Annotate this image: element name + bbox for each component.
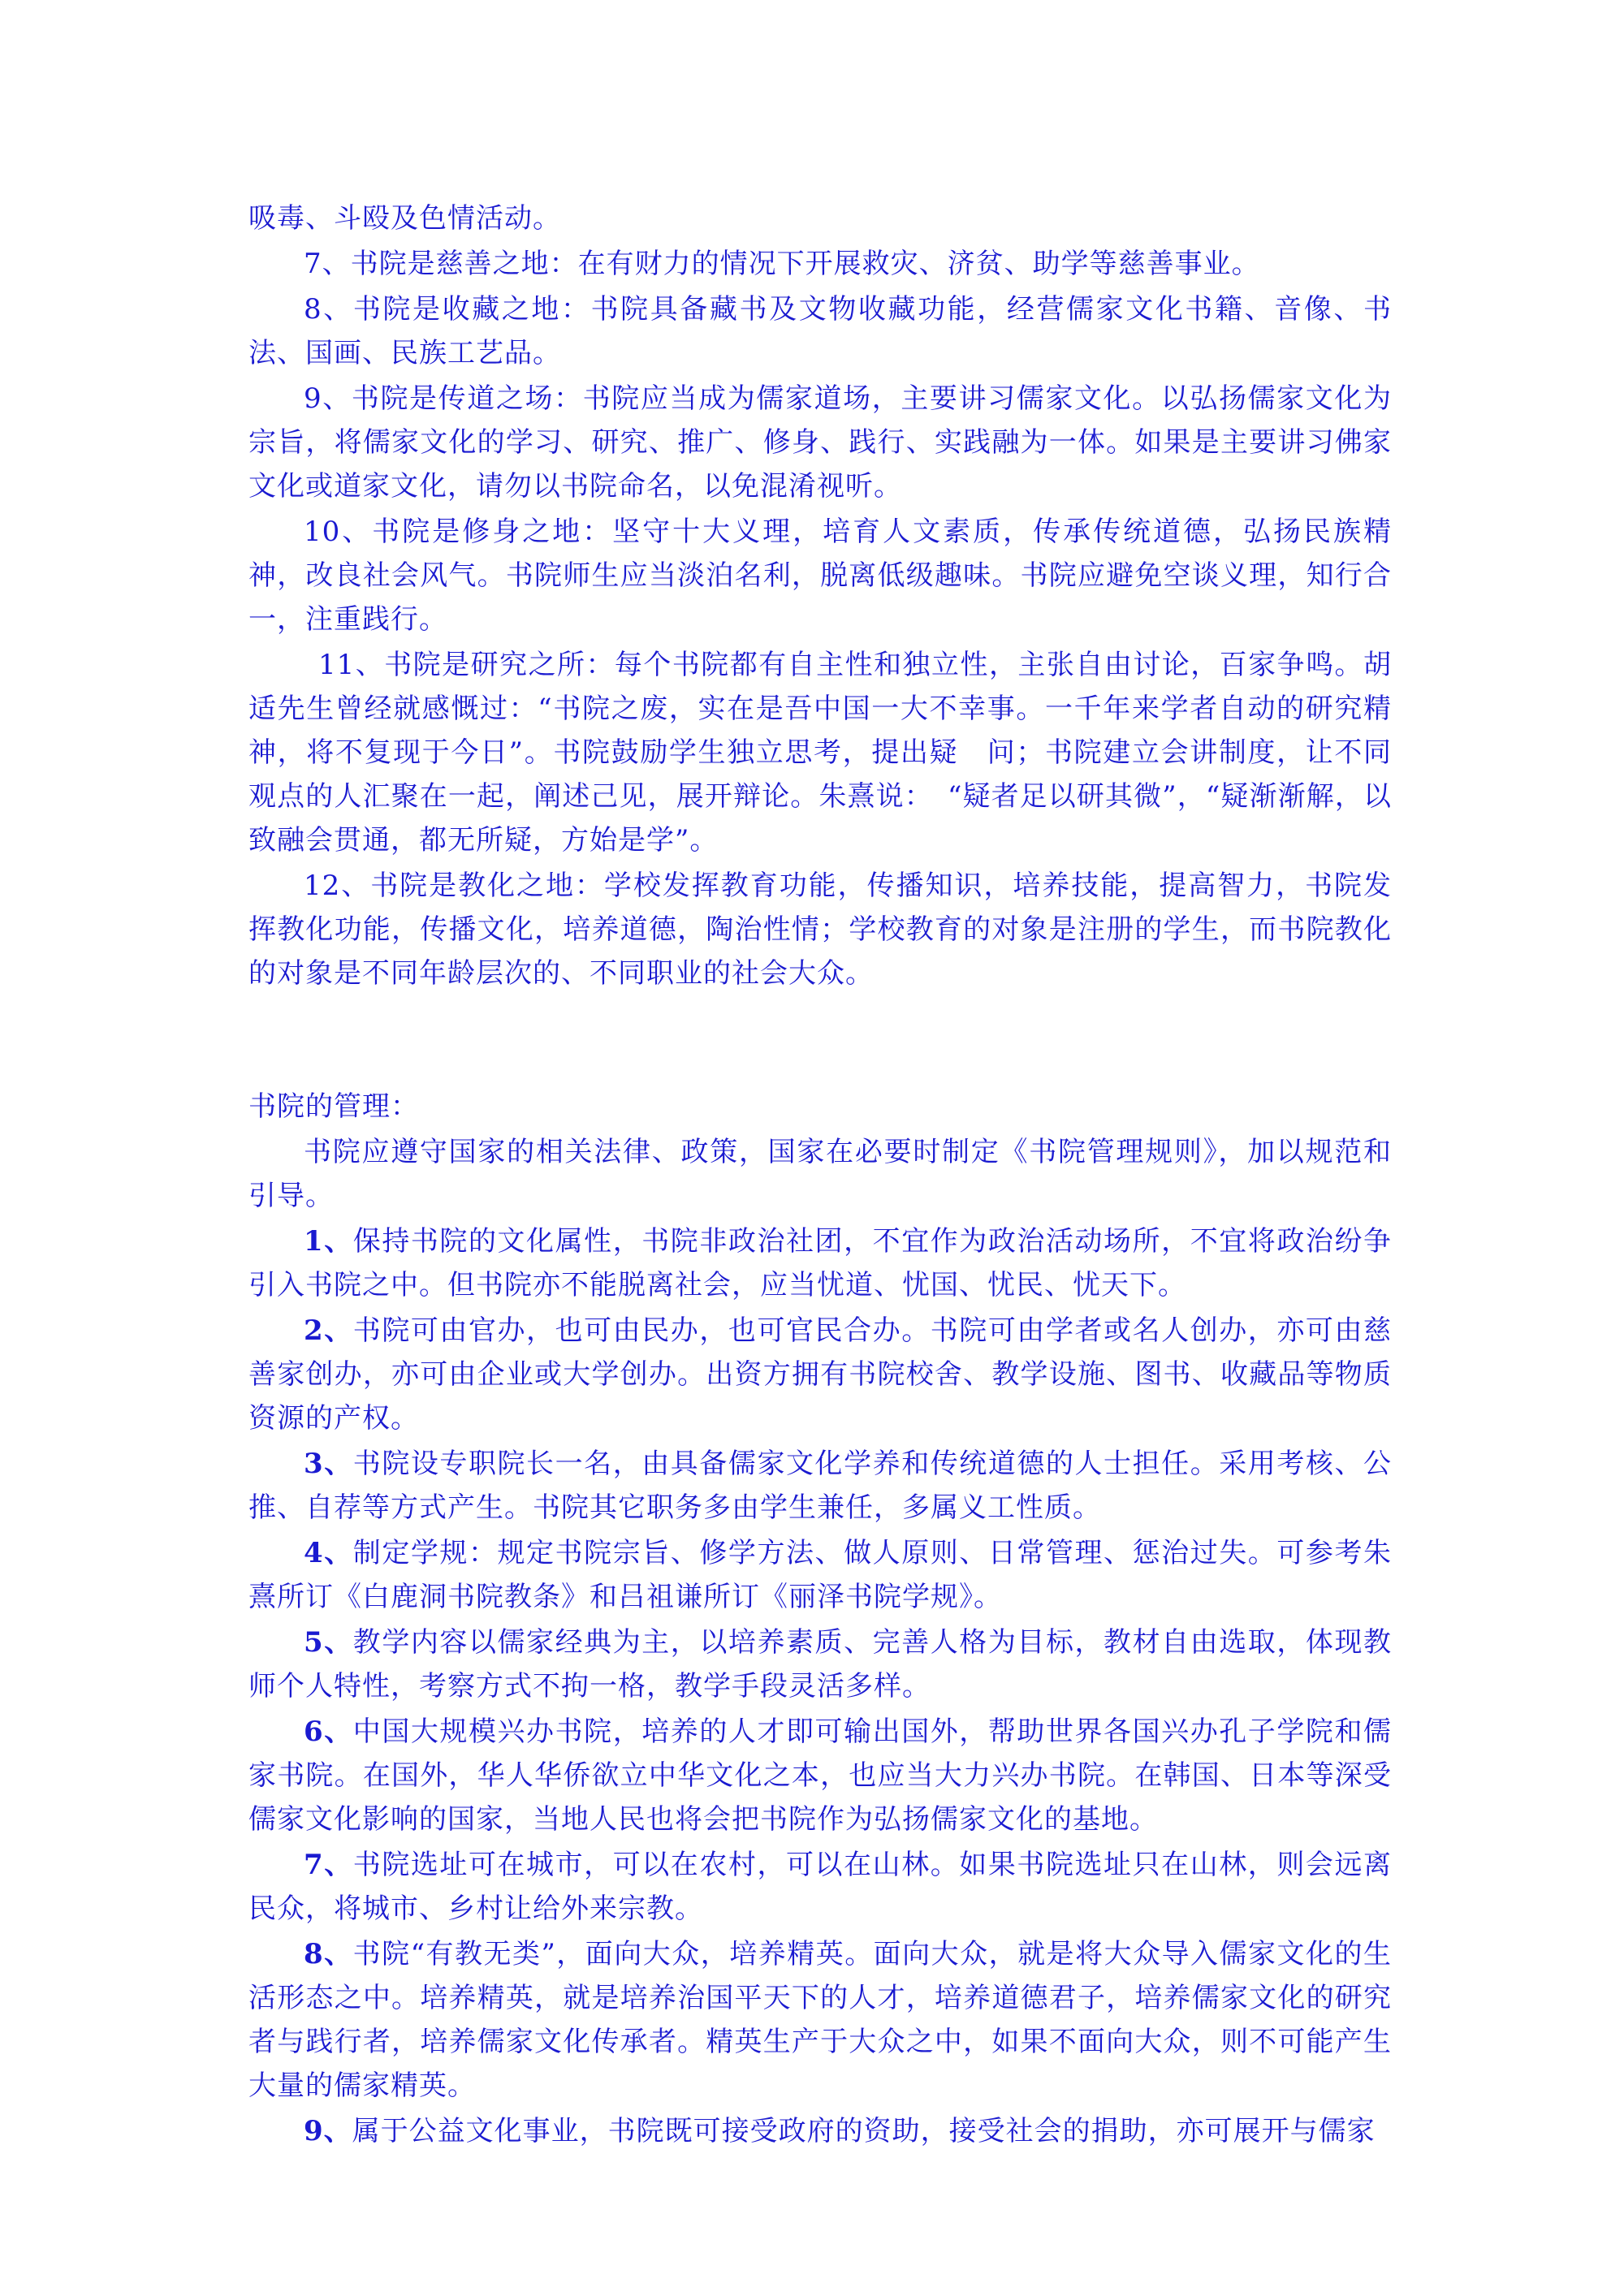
item-text: 保持书院的文化属性，书院非政治社团，不宜作为政治活动场所，不宜将政治纷争引入书院之中。但书院亦不能脱离社会，应当忧道、忧国、忧民、忧天下。 — [248, 1225, 1392, 1301]
item-text: 教学内容以儒家经典为主，以培养素质、完善人格为目标，教材自由选取，体现教师个人特性，考察方式不拘一格，教学手段灵活多样。 — [248, 1626, 1392, 1703]
item-10-self-cultivation: 10、书院是修身之地：坚守十大义理，培育人文素质，传承传统道德，弘扬民族精神，改良社会风气。书院师生应当淡泊名利，脱离低级趣味。书院应避免空谈义理，知行合一，注重践行。 — [248, 516, 1392, 636]
item-text: 制定学规：规定书院宗旨、修学方法、做人原则、日常管理、惩治过失。可参考朱熹所订《白鹿洞书院教条》和吕祖谦所订《丽泽书院学规》。 — [248, 1537, 1392, 1613]
section-spacer — [248, 997, 1392, 1085]
management-item-1 — [248, 1219, 1392, 1307]
item-text: 书院“有教无类”，面向大众，培养精英。面向大众，就是将大众导入儒家文化的生活形态之中。培养精英，就是培养治国平天下的人才，培养道德君子，培养儒家文化的研究者与践行者，培养儒家文化传承者。精英生产于大众之中，如果不面向大众，则不可能产生大量的儒家精英。 — [248, 1938, 1392, 2102]
item-number: 5、 — [304, 1626, 353, 1659]
item-text: 书院设专职院长一名，由具备儒家文化学养和传统道德的人士担任。采用考核、公推、自荐等方式产生。书院其它职务多由学生兼任，多属义工性质。 — [248, 1448, 1392, 1524]
item-text: 属于公益文化事业，书院既可接受政府的资助，接受社会的捐助，亦可展开与儒家 — [352, 2115, 1376, 2147]
item-text: 书院选址可在城市，可以在农村，可以在山林。如果书院选址只在山林，则会远离民众，将城市、乡村让给外来宗教。 — [248, 1849, 1392, 1925]
item-number: 8、 — [304, 1938, 353, 1970]
management-item-2 — [248, 1309, 1392, 1440]
item-11-research: 11、书院是研究之所：每个书院都有自主性和独立性，主张自由讨论，百家争鸣。胡适先生曾经就感慨过：“书院之废，实在是吾中国一大不幸事。一千年来学者自动的研究精神，将不复现于今日”。书院鼓励学生独立思考，提出疑 问；书院建立会讲制度，让不同观点的人汇聚在一起，阐述己见，展开辩论。朱熹说： “疑者足以研其微”，“疑渐渐解，以致融会贯通，都无所疑，方始是学”。 — [248, 649, 1392, 857]
item-9-teaching: 9、书院是传道之场：书院应当成为儒家道场，主要讲习儒家文化。以弘扬儒家文化为宗旨，将儒家文化的学习、研究、推广、修身、践行、实践融为一体。如果是主要讲习佛家文化或道家文化，请勿以书院命名，以免混淆视听。 — [248, 382, 1392, 503]
management-item-8 — [248, 1932, 1392, 2108]
item-number: 9、 — [304, 2115, 352, 2147]
item-text: 书院可由官办，也可由民办，也可官民合办。书院可由学者或名人创办，亦可由慈善家创办，亦可由企业或大学创办。出资方拥有书院校舍、教学设施、图书、收藏品等物质资源的产权。 — [248, 1314, 1392, 1435]
paragraph-continuation: 吸毒、斗殴及色情活动。 — [248, 202, 561, 235]
item-7-charity: 7、书院是慈善之地：在有财力的情况下开展救灾、济贫、助学等慈善事业。 — [304, 248, 1260, 280]
item-number: 1、 — [304, 1225, 353, 1258]
management-intro: 书院应遵守国家的相关法律、政策，国家在必要时制定《书院管理规则》，加以规范和引导。 — [248, 1136, 1392, 1212]
management-item-4 — [248, 1531, 1392, 1619]
item-number: 4、 — [304, 1537, 353, 1569]
item-number: 7、 — [304, 1849, 353, 1881]
management-item-7 — [248, 1843, 1392, 1931]
item-text: 中国大规模兴办书院，培养的人才即可输出国外，帮助世界各国兴办孔子学院和儒家书院。在国外，华人华侨欲立中华文化之本，也应当大力兴办书院。在韩国、日本等深受儒家文化影响的国家，当地人民也将会把书院作为弘扬儒家文化的基地。 — [248, 1716, 1392, 1836]
management-item-6 — [248, 1710, 1392, 1841]
item-number: 6、 — [304, 1716, 353, 1748]
item-number: 3、 — [304, 1448, 353, 1480]
management-item-5 — [248, 1621, 1392, 1708]
item-12-education: 12、书院是教化之地：学校发挥教育功能，传播知识，培养技能，提高智力，书院发挥教化功能，传播文化，培养道德，陶治性情；学校教育的对象是注册的学生，而书院教化的对象是不同年龄层次的、不同职业的社会大众。 — [248, 870, 1392, 990]
document-page — [248, 196, 1392, 2155]
item-number: 2、 — [304, 1314, 353, 1347]
management-item-3 — [248, 1442, 1392, 1530]
item-8-collection: 8、书院是收藏之地：书院具备藏书及文物收藏功能，经营儒家文化书籍、音像、书法、国画、民族工艺品。 — [248, 293, 1392, 369]
management-item-9 — [248, 2109, 1392, 2153]
section-heading-management: 书院的管理： — [248, 1090, 419, 1123]
